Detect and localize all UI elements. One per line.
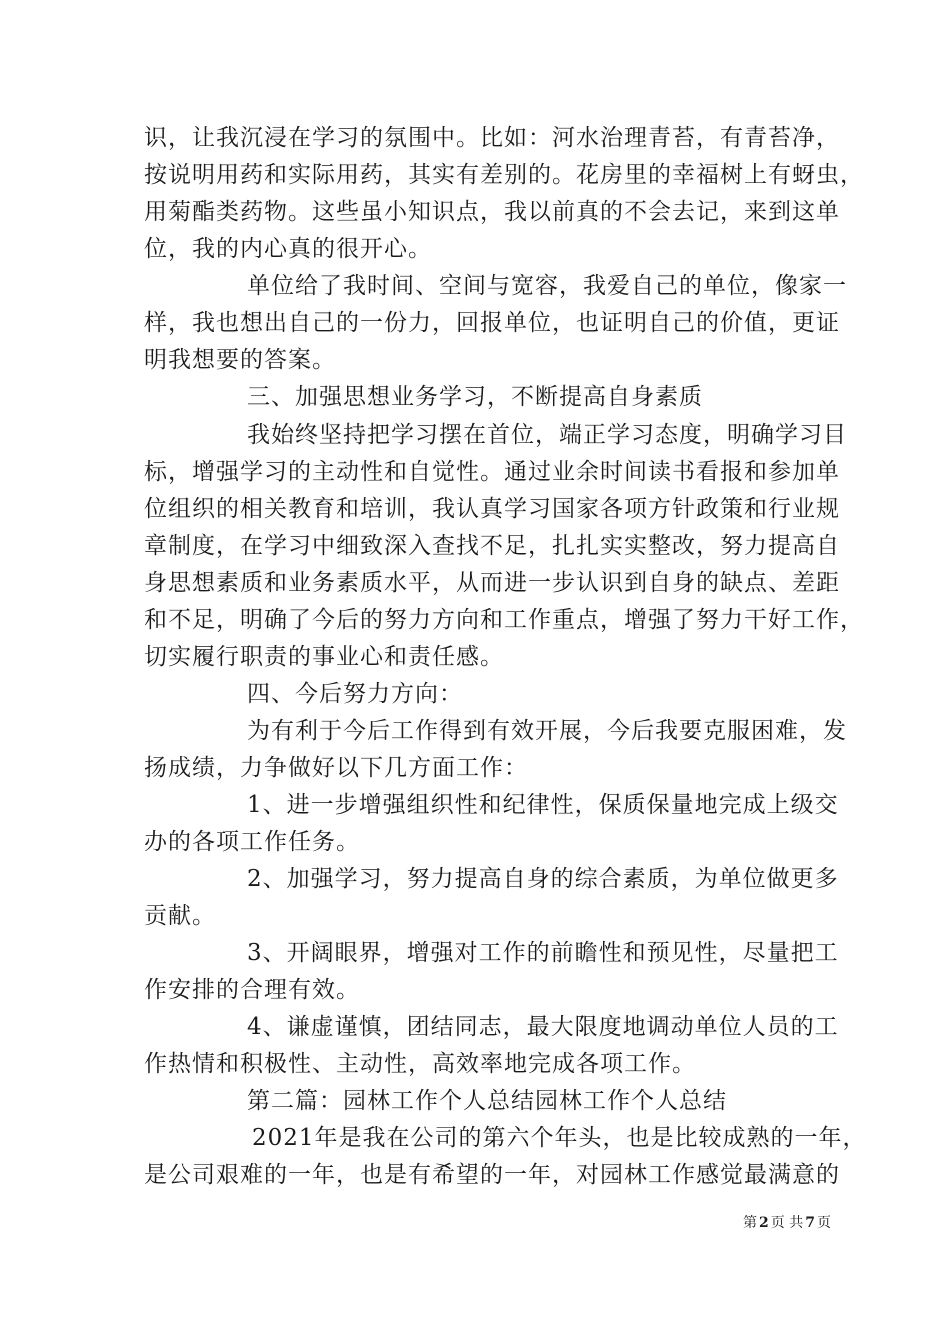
text-line: 位组织的相关教育和培训，我认真学习国家各项方针政策和行业规 [144, 496, 840, 522]
text-line: 作热情和积极性、主动性，高效率地完成各项工作。 [144, 1051, 696, 1077]
text-line: 为有利于今后工作得到有效开展，今后我要克服困难，发 [247, 718, 847, 744]
text-line: 用菊酯类药物。这些虽小知识点，我以前真的不会去记，来到这单 [144, 199, 840, 225]
text-line: 切实履行职责的事业心和责任感。 [144, 644, 504, 670]
text-line: 样，我也想出自己的一份力，回报单位，也证明自己的价值，更证 [144, 310, 840, 336]
text-line: 贡献。 [144, 903, 216, 929]
text-line: 按说明用药和实际用药，其实有差别的。花房里的幸福树上有蚜虫， [144, 162, 864, 188]
text-line: 明我想要的答案。 [144, 347, 336, 373]
section-heading: 三、加强思想业务学习，不断提高自身素质 [247, 384, 703, 410]
text-line: 和不足，明确了今后的努力方向和工作重点，增强了努力干好工作， [144, 607, 864, 633]
text-line: 扬成绩，力争做好以下几方面工作： [144, 755, 528, 781]
list-item: 4、谦虚谨慎，团结同志，最大限度地调动单位人员的工 [247, 1014, 839, 1040]
list-item: 2、加强学习，努力提高自身的综合素质，为单位做更多 [247, 866, 839, 892]
list-item: 1、进一步增强组织性和纪律性，保质保量地完成上级交 [247, 792, 839, 818]
text-line: 标，增强学习的主动性和自觉性。通过业余时间读书看报和参加单 [144, 459, 840, 485]
text-line: 办的各项工作任务。 [144, 829, 360, 855]
text-line: 是公司艰难的一年，也是有希望的一年，对园林工作感觉最满意的 [144, 1162, 840, 1188]
section-heading: 第二篇：园林工作个人总结园林工作个人总结 [247, 1088, 727, 1114]
list-item: 3、开阔眼界，增强对工作的前瞻性和预见性，尽量把工 [247, 940, 839, 966]
page-footer [743, 1214, 831, 1232]
text-line: 单位给了我时间、空间与宽容，我爱自己的单位，像家一 [247, 273, 847, 299]
footer-middle: 页 共 [770, 1215, 804, 1231]
current-page-number: 2 [759, 1215, 769, 1231]
total-page-number: 7 [805, 1215, 815, 1231]
footer-prefix: 第 [743, 1215, 757, 1231]
text-line: 位，我的内心真的很开心。 [144, 236, 432, 262]
text-line: 2021年是我在公司的第六个年头，也是比较成熟的一年， [252, 1125, 867, 1151]
text-line: 识，让我沉浸在学习的氛围中。比如：河水治理青苔，有青苔净， [144, 125, 840, 151]
text-line: 身思想素质和业务素质水平，从而进一步认识到自身的缺点、差距 [144, 570, 840, 596]
text-line: 我始终坚持把学习摆在首位，端正学习态度，明确学习目 [247, 422, 847, 448]
footer-suffix: 页 [816, 1215, 831, 1231]
text-line: 作安排的合理有效。 [144, 977, 360, 1003]
text-line: 章制度，在学习中细致深入查找不足，扎扎实实整改，努力提高自 [144, 533, 840, 559]
section-heading: 四、今后努力方向： [247, 681, 463, 707]
